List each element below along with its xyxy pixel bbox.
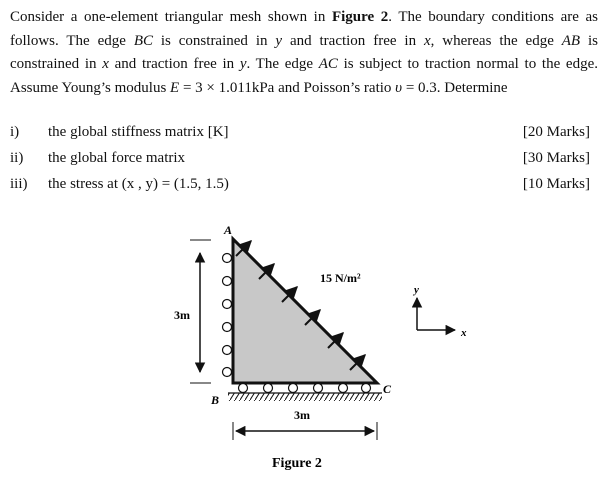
- question-text: the global force matrix: [48, 150, 186, 166]
- width-dimension: [233, 422, 377, 440]
- bottom-rollers: [239, 384, 371, 393]
- question-marks: [10 Marks]: [522, 176, 590, 192]
- axis-x-label: x: [461, 327, 467, 339]
- question-text: the stress at (x , y) = (1.5, 1.5): [48, 176, 229, 192]
- height-dimension: [190, 240, 211, 383]
- traction-label: 15 N/m²: [320, 271, 361, 285]
- triangle-element: [233, 239, 377, 383]
- node-c-label: C: [383, 382, 392, 396]
- left-rollers: [223, 254, 232, 377]
- question-marks: [20 Marks]: [522, 124, 590, 140]
- width-label: 3m: [294, 408, 310, 422]
- question-number: iii): [10, 176, 28, 192]
- problem-statement: Consider a one-element triangular mesh shown in Figure 2. The boundary conditions are as follows. The edge BC is constrained in y and traction free in x, whereas the edge AB is constrained in x and traction free in y. The edge AC is subject to traction normal to the edge. Assume Young’s modulus E = 3 × 1.011kPa and Poisson’s ratio υ = 0.3. Determine: [10, 9, 599, 96]
- question-text: the global stiffness matrix [K]: [48, 124, 229, 140]
- node-a-label: A: [224, 223, 233, 237]
- question-number: ii): [10, 150, 24, 166]
- node-b-label: B: [211, 393, 220, 407]
- question-marks: [30 Marks]: [522, 150, 590, 166]
- ground-hatch: [228, 393, 382, 401]
- height-label: 3m: [174, 308, 190, 322]
- axes-icon: [417, 298, 455, 330]
- axis-y-label: y: [414, 284, 419, 296]
- question-number: i): [10, 124, 20, 140]
- figure-caption: Figure 2: [272, 456, 322, 471]
